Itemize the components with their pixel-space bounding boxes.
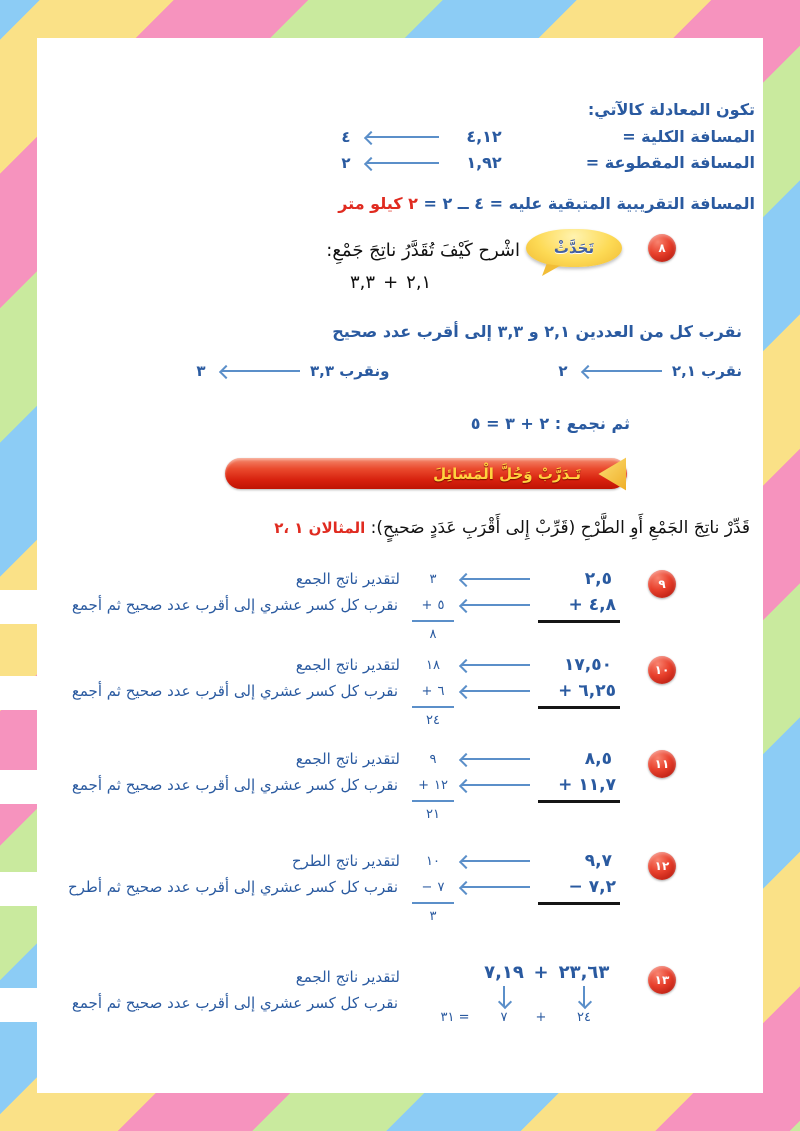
plus-operator: + — [535, 1010, 547, 1025]
problem-number-badge — [648, 656, 676, 684]
operand: ٧,١٩ — [484, 962, 524, 983]
rounded-value: ٣ — [196, 362, 206, 380]
top-operand: ٢,٥ — [584, 569, 612, 589]
rounded-value: ٢ — [558, 362, 568, 380]
arrow-down-icon — [503, 986, 505, 1006]
sum-line: ثم نجمع : ٢ + ٣ = ٥ — [470, 414, 630, 433]
speech-bubble-icon — [526, 229, 622, 267]
problem-description — [0, 746, 400, 798]
problem-number: ١١ — [654, 757, 670, 771]
rounded-bottom: + ٥ — [412, 592, 454, 622]
desc-line1: لتقدير ناتج الجمع — [295, 750, 400, 768]
estimated-result: ٢٤ — [426, 713, 440, 728]
arrow-left-icon — [462, 784, 530, 786]
row-label: المسافة الكلية = — [622, 127, 755, 146]
round-label: نقرب ٢,١ — [671, 362, 742, 380]
bottom-operand: + ٤,٨ — [538, 592, 620, 623]
arrow-left-icon — [367, 136, 439, 138]
operand: ٣,٣ — [350, 272, 376, 293]
rounded-bottom: − ٧ — [412, 874, 454, 904]
rounding-explanation: نقرب كل من العددين ٢,١ و ٣,٣ إلى أقرب عدد صحيح — [332, 322, 742, 341]
talk-expression — [350, 272, 431, 293]
rounded-value: ٤ — [341, 127, 351, 146]
examples-reference: المثالان ١ ،٢ — [274, 519, 366, 537]
problem-row — [0, 650, 800, 746]
decimal-value: ٤,١٢ — [466, 127, 502, 146]
arrow-left-icon — [462, 758, 530, 760]
operator: + — [558, 775, 573, 795]
estimated-result: ٨ — [429, 627, 437, 642]
rounded-value: ٧ — [500, 1010, 508, 1025]
rounded-value: ٢٤ — [577, 1010, 591, 1025]
problem-row — [0, 962, 800, 1062]
horizontal-math — [432, 962, 616, 1025]
rounding-detail-row — [190, 362, 742, 380]
arrow-down-icon — [583, 986, 585, 1006]
arrow-left-icon — [462, 886, 530, 888]
operator: − — [568, 877, 583, 897]
round-label: ونقرب ٣,٣ — [310, 362, 390, 380]
problem-description — [0, 964, 400, 1016]
bottom-operand: + ١١,٧ — [538, 772, 620, 803]
estimated-result: ٣ — [429, 909, 437, 924]
desc-line2: نقرب كل كسر عشري إلى أقرب عدد صحيح ثم أجمع — [71, 682, 398, 700]
problem-number: ١٢ — [654, 859, 670, 873]
problem-number-badge — [648, 234, 676, 262]
operand: ٢٣,٦٣ — [558, 962, 610, 983]
problem-number-badge — [648, 570, 676, 598]
arrow-left-icon — [462, 664, 530, 666]
problem-description — [0, 848, 400, 900]
estimated-result: ٢١ — [426, 807, 440, 822]
problem-number-badge — [648, 750, 676, 778]
arrow-left-icon — [584, 370, 662, 372]
desc-line1: لتقدير ناتج الجمع — [295, 968, 400, 986]
problem-number: ١٠ — [654, 663, 670, 677]
decimal-value: ١,٩٢ — [466, 153, 502, 172]
problem-number-badge — [648, 852, 676, 880]
desc-line2: نقرب كل كسر عشري إلى أقرب عدد صحيح ثم أجمع — [71, 994, 398, 1012]
talk-badge-label: تَحَدَّثْ — [553, 239, 595, 257]
arrow-left-icon — [367, 162, 439, 164]
rounded-top: ١٨ — [426, 657, 440, 673]
column-math — [408, 652, 620, 728]
desc-line2: نقرب كل كسر عشري إلى أقرب عدد صحيح ثم أجمع — [71, 776, 398, 794]
problem-row — [0, 564, 800, 660]
problem-description — [0, 652, 400, 704]
top-operand: ٨,٥ — [584, 749, 612, 769]
banner-title: تَـدَرَّبْ وَحُلَّ الْمَسَائِلَ — [433, 464, 581, 483]
instruction-text: قَدِّرْ ناتِجَ الجَمْعِ أَوِ الطَّرْحِ (قَرِّبْ إِلى أَقْرَبِ عَدَدٍ صَحيحٍ): — [365, 518, 750, 538]
operator: + — [558, 681, 573, 701]
problem-description — [0, 566, 400, 618]
practice-banner — [225, 458, 627, 489]
desc-line2: نقرب كل كسر عشري إلى أقرب عدد صحيح ثم أطرح — [67, 878, 398, 896]
bottom-operand: − ٧,٢ — [538, 874, 620, 905]
plus-operator: + — [383, 272, 399, 293]
desc-line1: لتقدير ناتج الجمع — [295, 656, 400, 674]
rounded-top: ١٠ — [426, 853, 440, 869]
equation-row-total — [335, 127, 755, 146]
arrow-left-icon — [462, 690, 530, 692]
rounded-value: ٢ — [341, 153, 351, 172]
arrow-left-icon — [462, 860, 530, 862]
top-operand: ٩,٧ — [584, 851, 612, 871]
problem-number: ١٣ — [654, 973, 670, 987]
desc-line2: نقرب كل كسر عشري إلى أقرب عدد صحيح ثم أجمع — [71, 596, 398, 614]
equation-row-covered — [335, 153, 755, 172]
equation-intro: تكون المعادلة كالآتي: — [587, 100, 755, 119]
rounded-top: ٩ — [429, 751, 437, 767]
arrow-left-icon — [462, 604, 530, 606]
bottom-operand: + ٦,٢٥ — [538, 678, 620, 709]
problem-row — [0, 744, 800, 840]
problem-row — [0, 846, 800, 946]
conclusion-blue-text: المسافة التقريبية المتبقية عليه = ٤ ــ ٢ = — [417, 194, 755, 213]
conclusion-red-text: ٢ كيلو متر — [338, 194, 418, 213]
problem-number-badge — [648, 966, 676, 994]
desc-line1: لتقدير ناتج الطرح — [291, 852, 400, 870]
problem-number: ٩ — [658, 577, 666, 591]
operator: + — [418, 777, 429, 793]
operator: − — [421, 879, 433, 895]
column-math — [408, 746, 620, 822]
estimated-result: ٣١ = — [440, 1010, 470, 1025]
problem-number: ٨ — [658, 241, 666, 255]
column-math — [408, 566, 620, 642]
row-label: المسافة المقطوعة = — [585, 153, 755, 172]
arrow-left-icon — [222, 370, 300, 372]
operand: ٢,١ — [406, 272, 432, 293]
operator: + — [421, 683, 433, 699]
operator: + — [568, 595, 583, 615]
column-math — [408, 848, 620, 924]
rounded-bottom: + ١٢ — [412, 772, 454, 802]
rounded-bottom: + ٦ — [412, 678, 454, 708]
plus-operator: + — [533, 962, 549, 983]
instruction-line — [274, 518, 750, 538]
rounded-top: ٣ — [429, 571, 437, 587]
desc-line1: لتقدير ناتج الجمع — [295, 570, 400, 588]
talk-prompt: اشْرح كَيْفَ تُقَدَّرُ ناتِجَ جَمْعِ: — [326, 240, 520, 261]
conclusion-line — [338, 194, 755, 213]
arrow-left-icon — [462, 578, 530, 580]
top-operand: ١٧,٥٠ — [564, 655, 612, 675]
operator: + — [421, 597, 433, 613]
